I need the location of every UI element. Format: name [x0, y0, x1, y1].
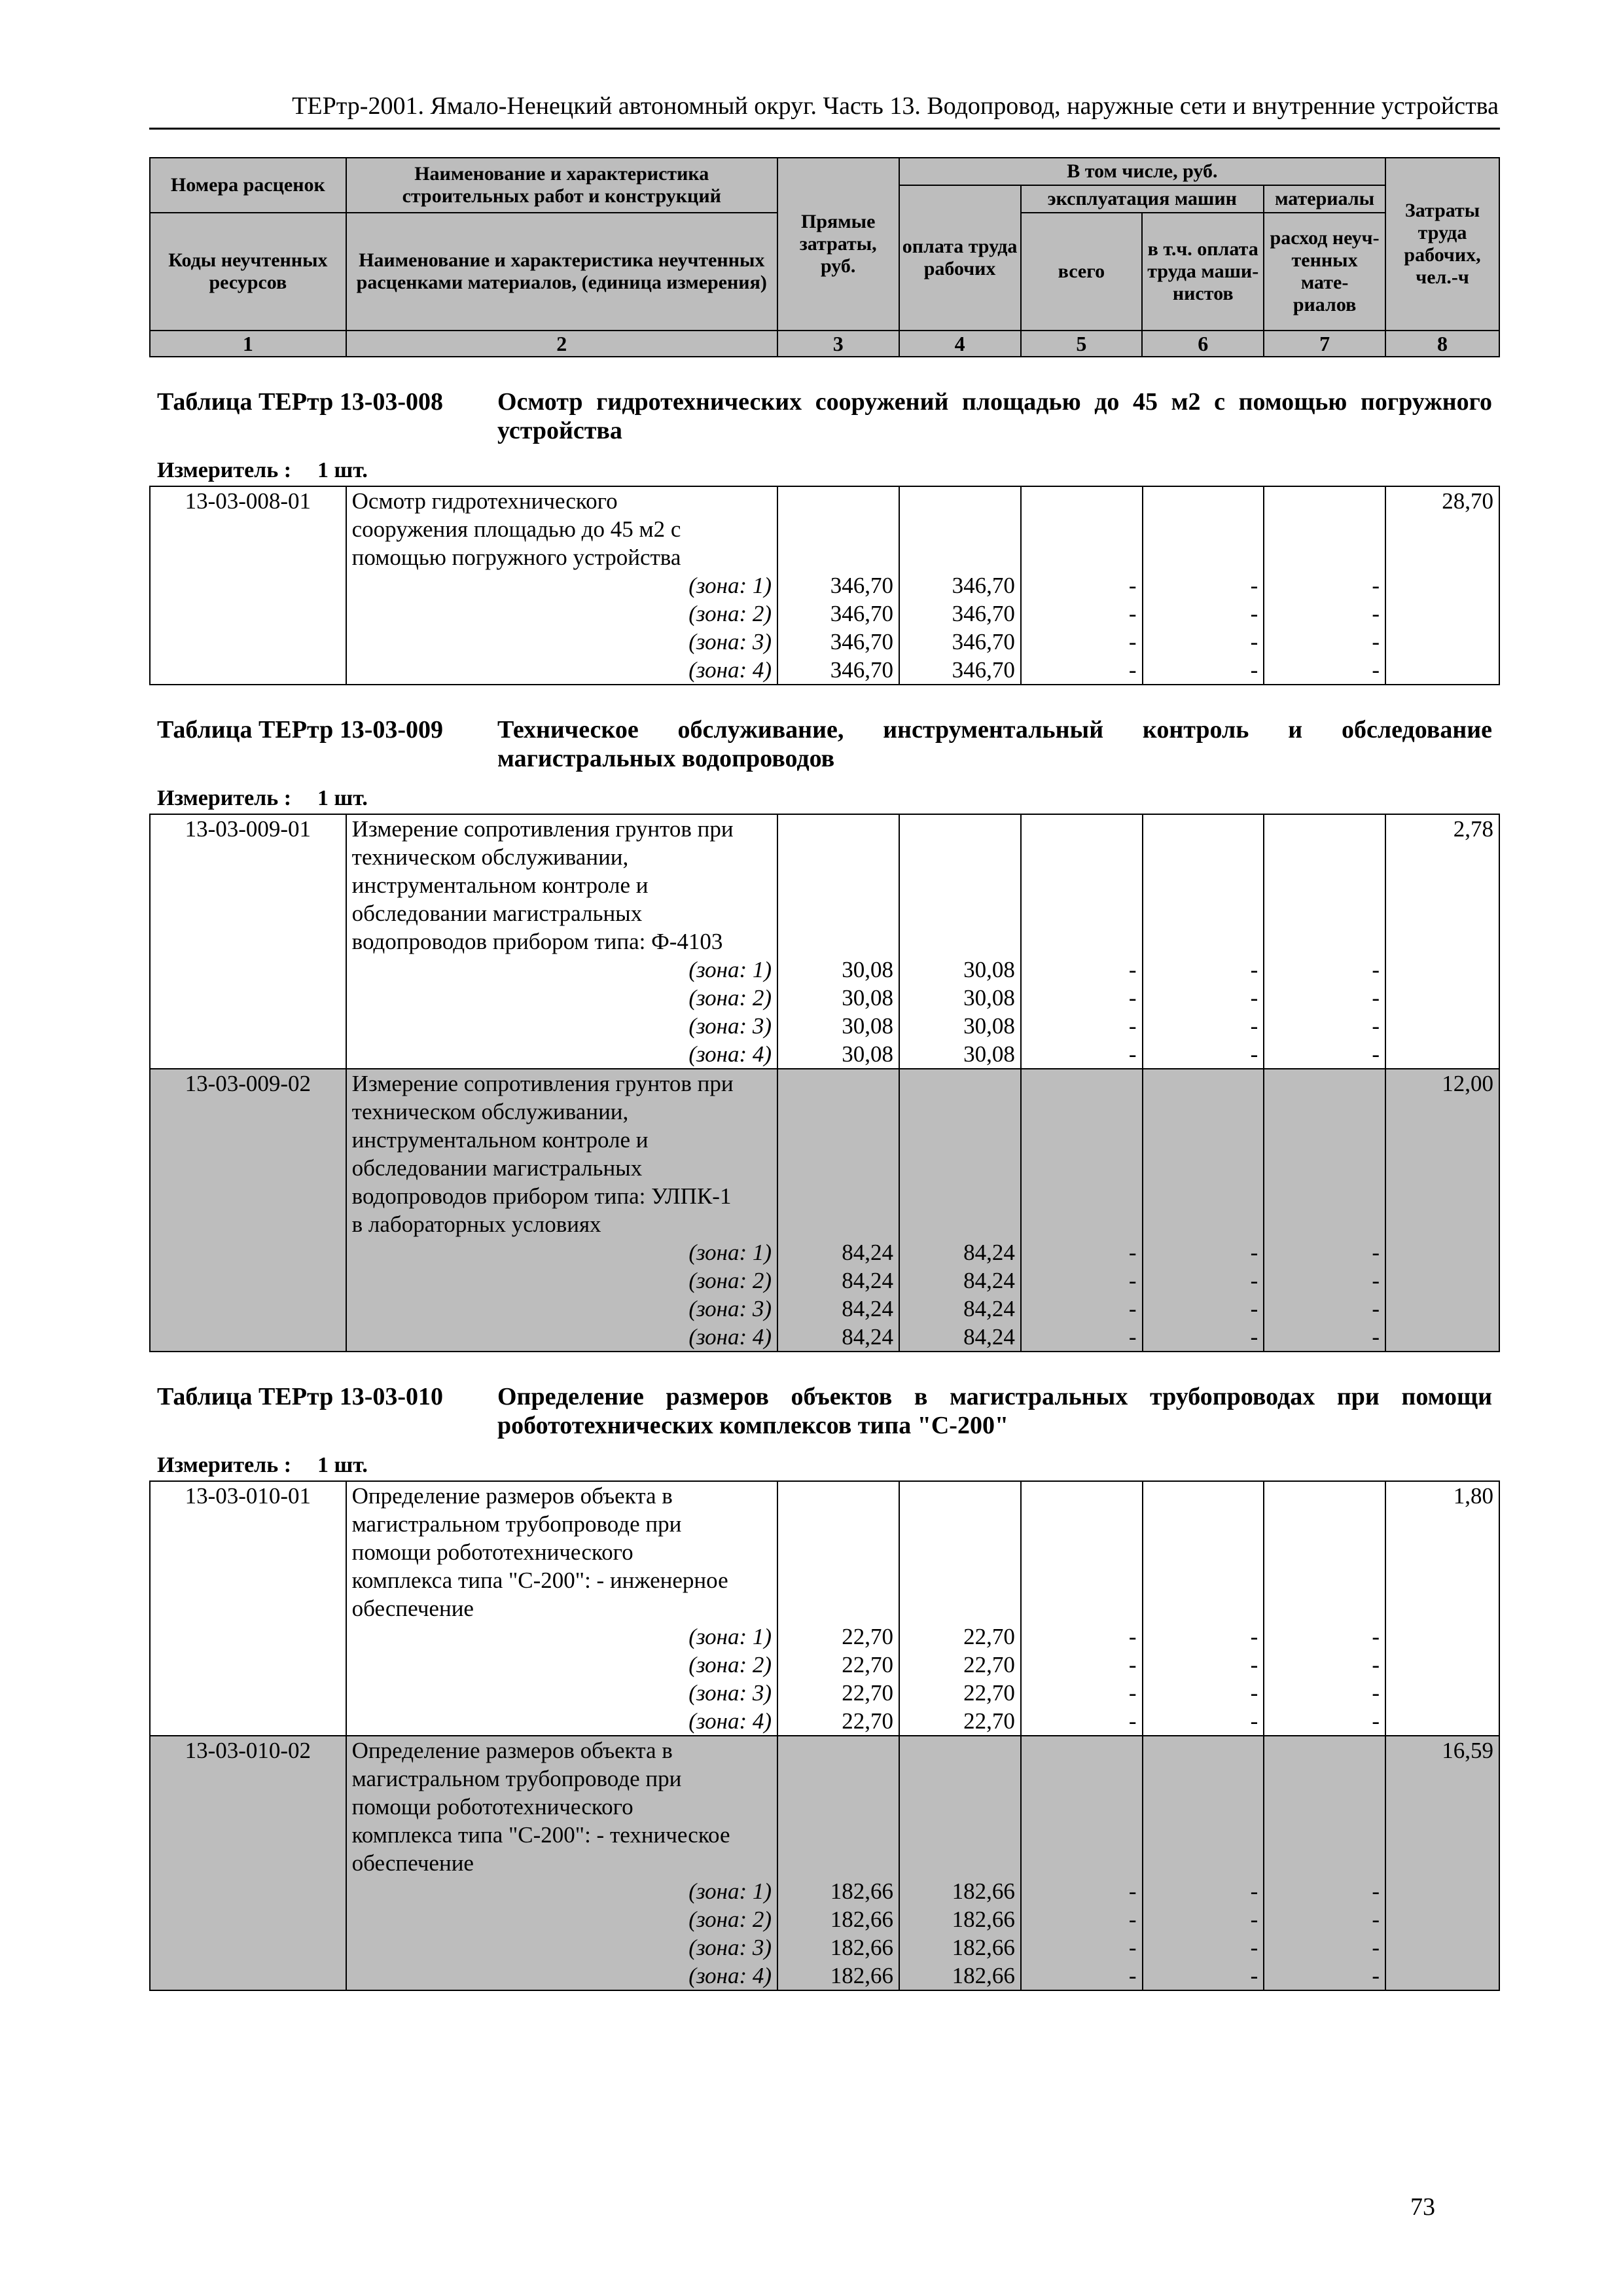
col-number: 8 [1385, 331, 1499, 357]
zone-value-mach: - [1128, 573, 1137, 598]
zone-value-direct: 84,24 [842, 1268, 893, 1293]
rate-code: 13-03-009-02 [150, 1069, 346, 1352]
value-mach [1021, 486, 1143, 685]
zone-value-machpay: - [1250, 629, 1258, 655]
zone-value-machpay: - [1250, 1240, 1258, 1265]
col-number: 6 [1142, 331, 1264, 357]
rate-row [150, 1069, 1499, 1352]
labor-cost: 1,80 [1385, 1481, 1499, 1736]
zone-value-mach: - [1128, 1878, 1137, 1904]
column-header-table [149, 157, 1500, 357]
zone-value-direct: 30,08 [842, 1013, 893, 1039]
description-line: обследовании магистральных [351, 1155, 643, 1181]
zone-label: (зона: 3) [688, 1013, 772, 1039]
zone-value-machpay: - [1250, 1624, 1258, 1649]
zone-label: (зона: 4) [688, 1963, 772, 1988]
zone-value-machpay: - [1250, 1652, 1258, 1677]
rate-code: 13-03-008-01 [150, 486, 346, 685]
zone-value-pay: 84,24 [963, 1296, 1015, 1321]
value-mat [1264, 1736, 1385, 1990]
description-line: помощью погружного устройства [351, 545, 681, 570]
zone-label: (зона: 1) [688, 1240, 772, 1265]
zone-value-direct: 346,70 [830, 601, 893, 626]
zone-value-pay: 30,08 [963, 985, 1015, 1011]
zone-value-direct: 346,70 [830, 657, 893, 683]
table-number: Таблица ТЕРтр 13-03-010 [157, 1383, 444, 1410]
col-header-materials-consumption: расход неуч- тенных мате- риалов [1264, 213, 1385, 331]
description-line: комплекса типа "С-200": - инженерное [351, 1568, 728, 1593]
rate-code: 13-03-009-01 [150, 814, 346, 1069]
col-number: 3 [777, 331, 899, 357]
zone-label: (зона: 3) [688, 1296, 772, 1321]
zone-value-machpay: - [1250, 985, 1258, 1011]
value-machpay [1143, 486, 1264, 685]
zone-value-machpay: - [1250, 657, 1258, 683]
zone-value-mat: - [1372, 1907, 1380, 1932]
col-header-materials: материалы [1264, 185, 1385, 213]
zone-value-direct: 346,70 [830, 573, 893, 598]
zone-value-direct: 30,08 [842, 957, 893, 982]
description-line: Определение размеров объекта в [351, 1483, 673, 1509]
zone-value-machpay: - [1250, 573, 1258, 598]
col-number: 1 [150, 331, 346, 357]
description-line: магистральном трубопроводе при [351, 1766, 682, 1791]
description-line: Определение размеров объекта в [351, 1738, 673, 1763]
zone-value-machpay: - [1250, 1708, 1258, 1734]
zone-value-mat: - [1372, 1680, 1380, 1706]
rate-description [346, 1736, 777, 1990]
zone-value-machpay: - [1250, 1935, 1258, 1960]
zone-label: (зона: 4) [688, 1041, 772, 1067]
value-machpay [1143, 814, 1264, 1069]
description-line: Измерение сопротивления грунтов при [351, 1071, 734, 1096]
zone-label: (зона: 1) [688, 573, 772, 598]
value-machpay [1143, 1481, 1264, 1736]
zone-value-direct: 182,66 [830, 1935, 893, 1960]
rate-tables [149, 387, 1500, 1991]
zone-value-mat: - [1372, 1624, 1380, 1649]
zone-value-direct: 22,70 [842, 1708, 893, 1734]
table-title: Техническое обслуживание, инструментальный контроль и обследование магистральных водопроводов [497, 716, 1492, 772]
zone-value-machpay: - [1250, 1907, 1258, 1932]
description-line: помощи робототехнического [351, 1794, 633, 1820]
zone-label: (зона: 2) [688, 985, 772, 1011]
zone-value-mach: - [1128, 1624, 1137, 1649]
zone-label: (зона: 4) [688, 1708, 772, 1734]
value-mat [1264, 1069, 1385, 1352]
zone-value-mach: - [1128, 657, 1137, 683]
zone-value-mat: - [1372, 985, 1380, 1011]
zone-value-machpay: - [1250, 1680, 1258, 1706]
zone-value-pay: 22,70 [963, 1652, 1015, 1677]
zone-value-machpay: - [1250, 1041, 1258, 1067]
zone-value-mat: - [1372, 1652, 1380, 1677]
zone-value-pay: 346,70 [952, 573, 1015, 598]
zone-label: (зона: 4) [688, 657, 772, 683]
rate-description [346, 814, 777, 1069]
zone-value-pay: 84,24 [963, 1324, 1015, 1350]
measure-unit [157, 1453, 1500, 1478]
value-direct [777, 1069, 899, 1352]
zone-value-mat: - [1372, 629, 1380, 655]
measure-value: 1 шт. [317, 786, 368, 810]
zone-value-mat: - [1372, 1268, 1380, 1293]
value-pay [899, 486, 1021, 685]
col-number: 5 [1021, 331, 1143, 357]
zone-label: (зона: 4) [688, 1324, 772, 1350]
labor-cost: 28,70 [1385, 486, 1499, 685]
value-machpay [1143, 1736, 1264, 1990]
value-mach [1021, 814, 1143, 1069]
description-line: водопроводов прибором типа: УЛПК-1 [351, 1183, 732, 1209]
zone-value-machpay: - [1250, 1324, 1258, 1350]
rate-table [149, 486, 1500, 685]
rate-table [149, 814, 1500, 1352]
table-caption [149, 1382, 1500, 1440]
zone-value-mach: - [1128, 1680, 1137, 1706]
zone-value-mach: - [1128, 1268, 1137, 1293]
zone-value-mat: - [1372, 573, 1380, 598]
value-mat [1264, 1481, 1385, 1736]
measure-label: Измеритель : [157, 458, 292, 482]
description-line: Осмотр гидротехнического [351, 488, 618, 514]
rate-code: 13-03-010-01 [150, 1481, 346, 1736]
zone-value-mach: - [1128, 1296, 1137, 1321]
zone-value-pay: 22,70 [963, 1624, 1015, 1649]
zone-value-pay: 30,08 [963, 957, 1015, 982]
value-direct [777, 1481, 899, 1736]
zone-value-pay: 30,08 [963, 1013, 1015, 1039]
rate-description [346, 486, 777, 685]
description-line: комплекса типа "С-200": - техническое [351, 1822, 730, 1848]
zone-value-direct: 182,66 [830, 1907, 893, 1932]
rate-table [149, 1480, 1500, 1991]
zone-value-mat: - [1372, 1041, 1380, 1067]
zone-value-mach: - [1128, 1240, 1137, 1265]
value-mat [1264, 486, 1385, 685]
description-line: Измерение сопротивления грунтов при [351, 816, 734, 842]
zone-value-machpay: - [1250, 1296, 1258, 1321]
description-line: обеспечение [351, 1850, 474, 1876]
col-header-labor-cost: Затраты труда рабочих, чел.-ч [1385, 158, 1499, 331]
zone-label: (зона: 2) [688, 601, 772, 626]
zone-value-direct: 182,66 [830, 1963, 893, 1988]
zone-value-mach: - [1128, 1013, 1137, 1039]
zone-value-mat: - [1372, 657, 1380, 683]
page-header: ТЕРтр-2001. Ямало-Ненецкий автономный округ. Часть 13. Водопровод, наружные сети и внутренние устройства [292, 92, 1499, 120]
zone-label: (зона: 2) [688, 1652, 772, 1677]
col-number: 4 [899, 331, 1021, 357]
description-line: обследовании магистральных [351, 901, 643, 926]
zone-value-machpay: - [1250, 1878, 1258, 1904]
zone-value-mat: - [1372, 957, 1380, 982]
table-number: Таблица ТЕРтр 13-03-008 [157, 388, 444, 416]
zone-value-direct: 84,24 [842, 1296, 893, 1321]
col-header-labor-pay: оплата труда рабочих [899, 185, 1021, 331]
value-mach [1021, 1481, 1143, 1736]
zone-value-pay: 346,70 [952, 601, 1015, 626]
description-line: инструментальном контроле и [351, 872, 649, 898]
col-header-codes: Номера расценок [150, 158, 346, 213]
zone-label: (зона: 2) [688, 1268, 772, 1293]
rate-row [150, 814, 1499, 1069]
zone-value-mach: - [1128, 957, 1137, 982]
zone-value-mach: - [1128, 1652, 1137, 1677]
zone-value-mat: - [1372, 1878, 1380, 1904]
zone-value-machpay: - [1250, 957, 1258, 982]
description-line: в лабораторных условиях [351, 1211, 601, 1237]
zone-value-pay: 182,66 [952, 1907, 1015, 1932]
zone-value-pay: 182,66 [952, 1935, 1015, 1960]
value-direct [777, 814, 899, 1069]
header-rule [149, 128, 1500, 130]
zone-value-direct: 346,70 [830, 629, 893, 655]
value-mat [1264, 814, 1385, 1069]
zone-value-mat: - [1372, 1324, 1380, 1350]
value-pay [899, 1481, 1021, 1736]
measure-unit [157, 458, 1500, 483]
table-caption [149, 387, 1500, 445]
zone-label: (зона: 3) [688, 629, 772, 655]
rate-row [150, 486, 1499, 685]
measure-label: Измеритель : [157, 1453, 292, 1477]
zone-value-pay: 30,08 [963, 1041, 1015, 1067]
col-header-material-name: Наименование и характеристика неучтенных расценками материалов, (единица измерения) [346, 213, 777, 331]
description-line: магистральном трубопроводе при [351, 1511, 682, 1537]
document-body [149, 157, 1500, 1991]
zone-value-mat: - [1372, 601, 1380, 626]
zone-value-direct: 84,24 [842, 1240, 893, 1265]
table-number: Таблица ТЕРтр 13-03-009 [157, 716, 444, 744]
zone-value-machpay: - [1250, 1013, 1258, 1039]
labor-cost: 12,00 [1385, 1069, 1499, 1352]
zone-label: (зона: 1) [688, 1878, 772, 1904]
zone-value-pay: 346,70 [952, 657, 1015, 683]
zone-value-direct: 30,08 [842, 985, 893, 1011]
zone-value-mat: - [1372, 1240, 1380, 1265]
zone-value-mach: - [1128, 601, 1137, 626]
description-line: обеспечение [351, 1596, 474, 1621]
rate-row [150, 1736, 1499, 1990]
measure-value: 1 шт. [317, 1453, 368, 1477]
table-title: Осмотр гидротехнических сооружений площадью до 45 м2 с помощью погружного устройства [497, 388, 1492, 444]
zone-value-mat: - [1372, 1708, 1380, 1734]
value-direct [777, 1736, 899, 1990]
zone-label: (зона: 3) [688, 1680, 772, 1706]
rate-row [150, 1481, 1499, 1736]
zone-value-machpay: - [1250, 1268, 1258, 1293]
zone-value-mach: - [1128, 985, 1137, 1011]
zone-label: (зона: 1) [688, 957, 772, 982]
measure-unit [157, 786, 1500, 811]
description-line: инструментальном контроле и [351, 1127, 649, 1153]
page-number: 73 [1410, 2193, 1435, 2221]
zone-value-direct: 22,70 [842, 1652, 893, 1677]
zone-value-mat: - [1372, 1296, 1380, 1321]
measure-label: Измеритель : [157, 786, 292, 810]
rate-code: 13-03-010-02 [150, 1736, 346, 1990]
zone-value-mat: - [1372, 1963, 1380, 1988]
zone-value-pay: 182,66 [952, 1963, 1015, 1988]
zone-value-pay: 182,66 [952, 1878, 1015, 1904]
value-mach [1021, 1736, 1143, 1990]
zone-value-machpay: - [1250, 601, 1258, 626]
col-header-direct-costs: Прямые затраты, руб. [777, 158, 899, 331]
zone-value-machpay: - [1250, 1963, 1258, 1988]
col-header-machinists-pay: в т.ч. оплата труда маши- нистов [1142, 213, 1264, 331]
zone-value-mach: - [1128, 1708, 1137, 1734]
zone-value-mat: - [1372, 1935, 1380, 1960]
zone-label: (зона: 2) [688, 1907, 772, 1932]
rate-description [346, 1481, 777, 1736]
zone-value-mach: - [1128, 1324, 1137, 1350]
description-line: водопроводов прибором типа: Ф-4103 [351, 929, 723, 954]
zone-value-mach: - [1128, 629, 1137, 655]
table-title: Определение размеров объектов в магистральных трубопроводах при помощи робототехнических комплексов типа "С-200" [497, 1383, 1492, 1439]
value-pay [899, 1736, 1021, 1990]
zone-value-mach: - [1128, 1907, 1137, 1932]
description-line: техническом обслуживании, [351, 844, 629, 870]
measure-value: 1 шт. [317, 458, 368, 482]
value-machpay [1143, 1069, 1264, 1352]
rate-description [346, 1069, 777, 1352]
col-header-resource-codes: Коды неучтенных ресурсов [150, 213, 346, 331]
zone-value-direct: 22,70 [842, 1680, 893, 1706]
value-mach [1021, 1069, 1143, 1352]
zone-value-pay: 22,70 [963, 1680, 1015, 1706]
zone-value-pay: 346,70 [952, 629, 1015, 655]
zone-value-direct: 22,70 [842, 1624, 893, 1649]
col-header-machines: эксплуатация машин [1021, 185, 1264, 213]
description-line: техническом обслуживании, [351, 1099, 629, 1124]
zone-label: (зона: 1) [688, 1624, 772, 1649]
col-header-machines-total: всего [1021, 213, 1143, 331]
value-pay [899, 1069, 1021, 1352]
description-line: сооружения площадью до 45 м2 с [351, 516, 681, 542]
table-caption [149, 715, 1500, 773]
labor-cost: 16,59 [1385, 1736, 1499, 1990]
col-header-work-name: Наименование и характеристика строительных работ и конструкций [346, 158, 777, 213]
zone-value-direct: 30,08 [842, 1041, 893, 1067]
zone-value-mach: - [1128, 1935, 1137, 1960]
zone-value-mat: - [1372, 1013, 1380, 1039]
value-direct [777, 486, 899, 685]
labor-cost: 2,78 [1385, 814, 1499, 1069]
zone-value-mach: - [1128, 1963, 1137, 1988]
zone-value-pay: 84,24 [963, 1268, 1015, 1293]
zone-value-direct: 84,24 [842, 1324, 893, 1350]
description-line: помощи робототехнического [351, 1539, 633, 1565]
zone-value-pay: 84,24 [963, 1240, 1015, 1265]
col-header-included: В том числе, руб. [899, 158, 1385, 185]
zone-label: (зона: 3) [688, 1935, 772, 1960]
col-number: 7 [1264, 331, 1385, 357]
col-number: 2 [346, 331, 777, 357]
value-pay [899, 814, 1021, 1069]
zone-value-direct: 182,66 [830, 1878, 893, 1904]
zone-value-mach: - [1128, 1041, 1137, 1067]
zone-value-pay: 22,70 [963, 1708, 1015, 1734]
